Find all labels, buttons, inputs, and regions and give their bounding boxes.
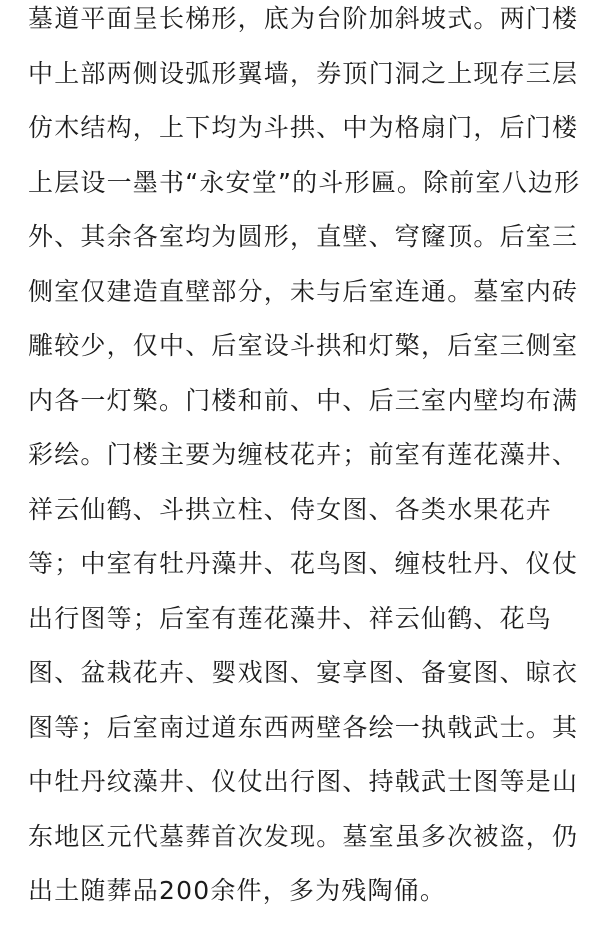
text-line: 侧室仅建造直壁部分，未与后室连通。墓室内砖	[28, 276, 579, 306]
text-line: 等；中室有牡丹藻井、花鸟图、缠枝牡丹、仪仗	[28, 549, 579, 578]
text-line: 仿木结构，上下均为斗拱、中为格扇门，后门楼	[28, 113, 579, 142]
text-line: 图等；后室南过道东西两壁各绘一执戟武士。其	[28, 712, 579, 742]
text-line: 内各一灯檠。门楼和前、中、后三室内壁均布满	[28, 385, 579, 415]
text-line: 雕较少，仅中、后室设斗拱和灯檠，后室三侧室	[28, 331, 579, 360]
text-line: 出土随葬品200余件，多为残陶俑。	[28, 876, 447, 905]
text-line: 外、其余各室均为圆形，直壁、穹窿顶。后室三	[28, 222, 579, 251]
text-line: 祥云仙鹤、斗拱立柱、侍女图、各类水果花卉	[28, 494, 553, 524]
text-line: 东地区元代墓葬首次发现。墓室虽多次被盗，仍	[28, 821, 579, 851]
text-line: 中牡丹纹藻井、仪仗出行图、持戟武士图等是山	[28, 767, 579, 796]
text-line: 墓道平面呈长梯形，底为台阶加斜坡式。两门楼	[28, 4, 579, 33]
article-body	[28, 0, 600, 919]
text-line: 彩绘。门楼主要为缠枝花卉；前室有莲花藻井、	[28, 440, 579, 469]
text-line: 出行图等；后室有莲花藻井、祥云仙鹤、花鸟	[28, 603, 553, 633]
text-line: 上层设一墨书“永安堂”的斗形匾。除前室八边形	[28, 167, 581, 197]
text-line: 中上部两侧设弧形翼墙，券顶门洞之上现存三层	[28, 58, 579, 88]
text-line: 图、盆栽花卉、婴戏图、宴享图、备宴图、晾衣	[28, 658, 579, 687]
